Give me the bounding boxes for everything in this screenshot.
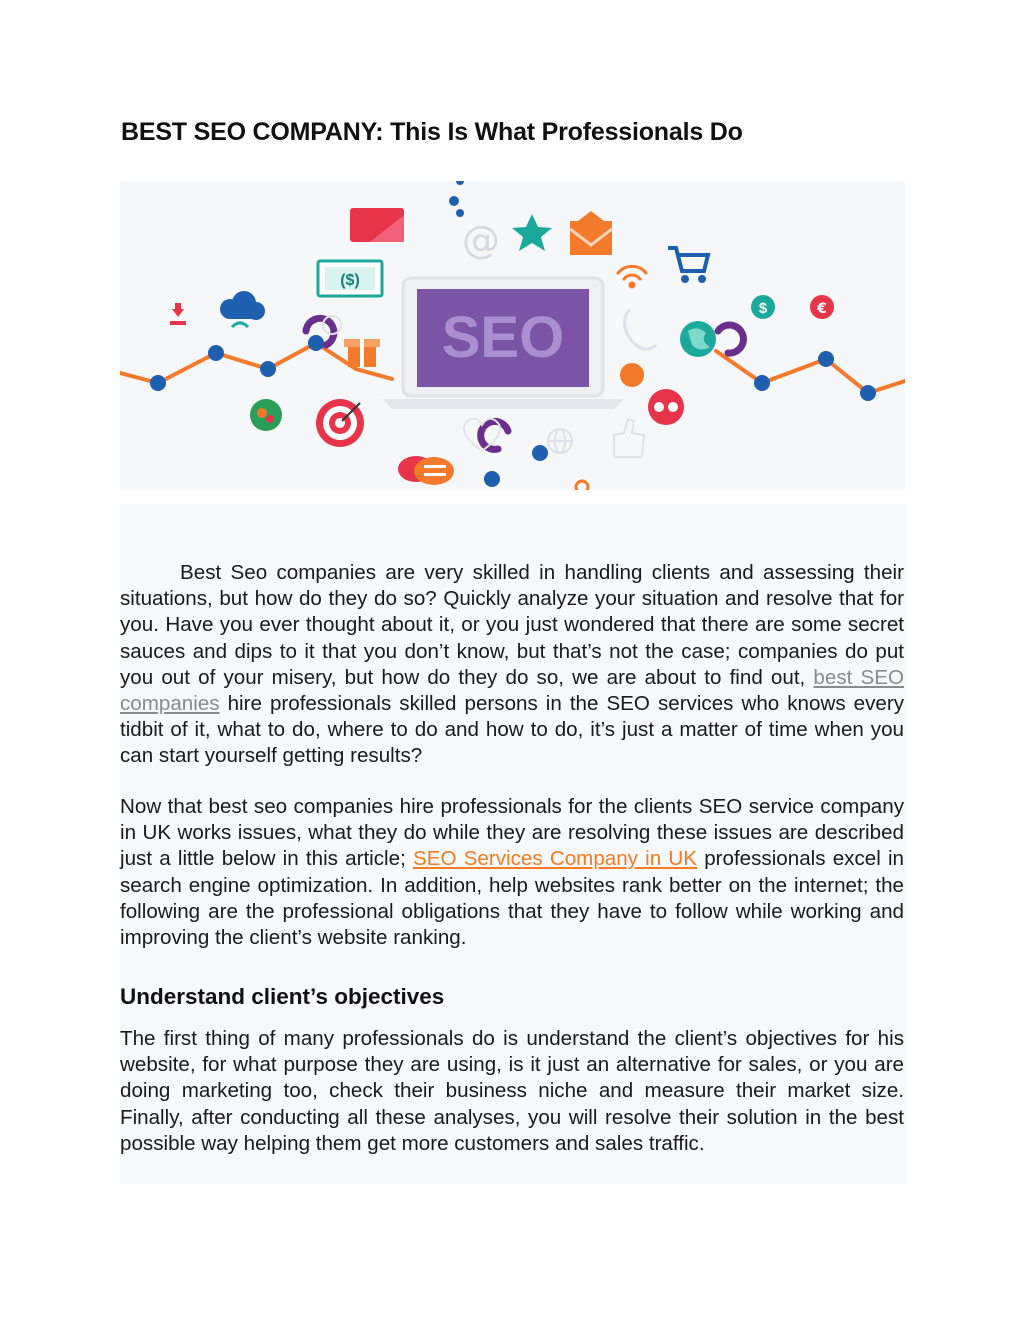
page-title: BEST SEO COMPANY: This Is What Professionals Do [121,118,743,146]
target-icon [316,399,364,447]
wifi-icon [618,266,646,287]
article-content [120,504,906,1184]
phone-icon [624,309,656,349]
at-sign-icon: @ [462,218,500,262]
star-icon [512,214,552,251]
seo-screen-text: SEO [441,305,565,370]
gift-icon [344,339,380,367]
seo-services-company-uk-link[interactable]: SEO Services Company in UK [413,847,697,871]
globe-outline-icon [548,429,572,453]
money-bill-text: ($) [340,272,360,289]
envelope-icon [570,211,612,255]
trend-line-right-icon [716,351,905,393]
cloud-icon [220,291,265,327]
services-text: Now that best seo companies hire professionals for the clients SEO service company in UK works issues, what they do while they are resolving these issues are described just a little below in this article; [120,795,904,871]
objectives-paragraph: The first thing of many professionals do is understand the client’s objectives for his website, for what purpose they are using, is it just an alternative for sales, or you are doing marketing too, check their business niche and measure their market size. Finally, after conducting all these analyses, you will resolve their solution in the best possible way helping them get more customers and sales traffic. [120,1027,904,1155]
currency-coin-icon [620,363,644,387]
services-text-continued: professionals excel in search engine optimization. In addition, help websites rank better on the internet; the following are the professional obligations that they have to follow while working and improving the client’s website ranking. [120,847,905,950]
euro-coin-text: € [817,301,827,317]
shopping-cart-icon [668,248,708,283]
thumbs-up-icon [614,419,644,457]
hook-icon [718,325,743,353]
download-icon [170,303,186,325]
small-gear-icon [576,481,588,490]
intro-paragraph [120,560,904,770]
hook-icon [481,421,508,449]
bug-icon [250,399,282,431]
credit-card-icon [350,208,404,242]
section-heading: Understand client’s objectives [120,984,445,1009]
best-seo-companies-link[interactable]: best SEO companies [120,665,904,716]
chat-bubble-icon [398,456,454,485]
globe-icon [680,321,716,357]
intro-text-continued: hire professionals skilled persons in the SEO services who knows every tidbit of it, what to do, where to do and how to do, it’s just a matter of time when you can start yourself getting results? [120,692,904,768]
intro-text: Best Seo companies are very skilled in handling clients and assessing their situations, but how do they do so? Quickly analyze your situation and resolve that for you. Have you ever thought about it, or you just wondered that there are some secret sauces and dips to it that you don’t know, but that’s not the case; companies do put you out of your misery, but how do they do so, we are about to find out, [120,561,904,689]
gears-icon [648,389,684,425]
seo-hero-illustration [120,181,905,490]
dollar-coin-text: $ [758,300,768,317]
services-paragraph [120,794,904,951]
